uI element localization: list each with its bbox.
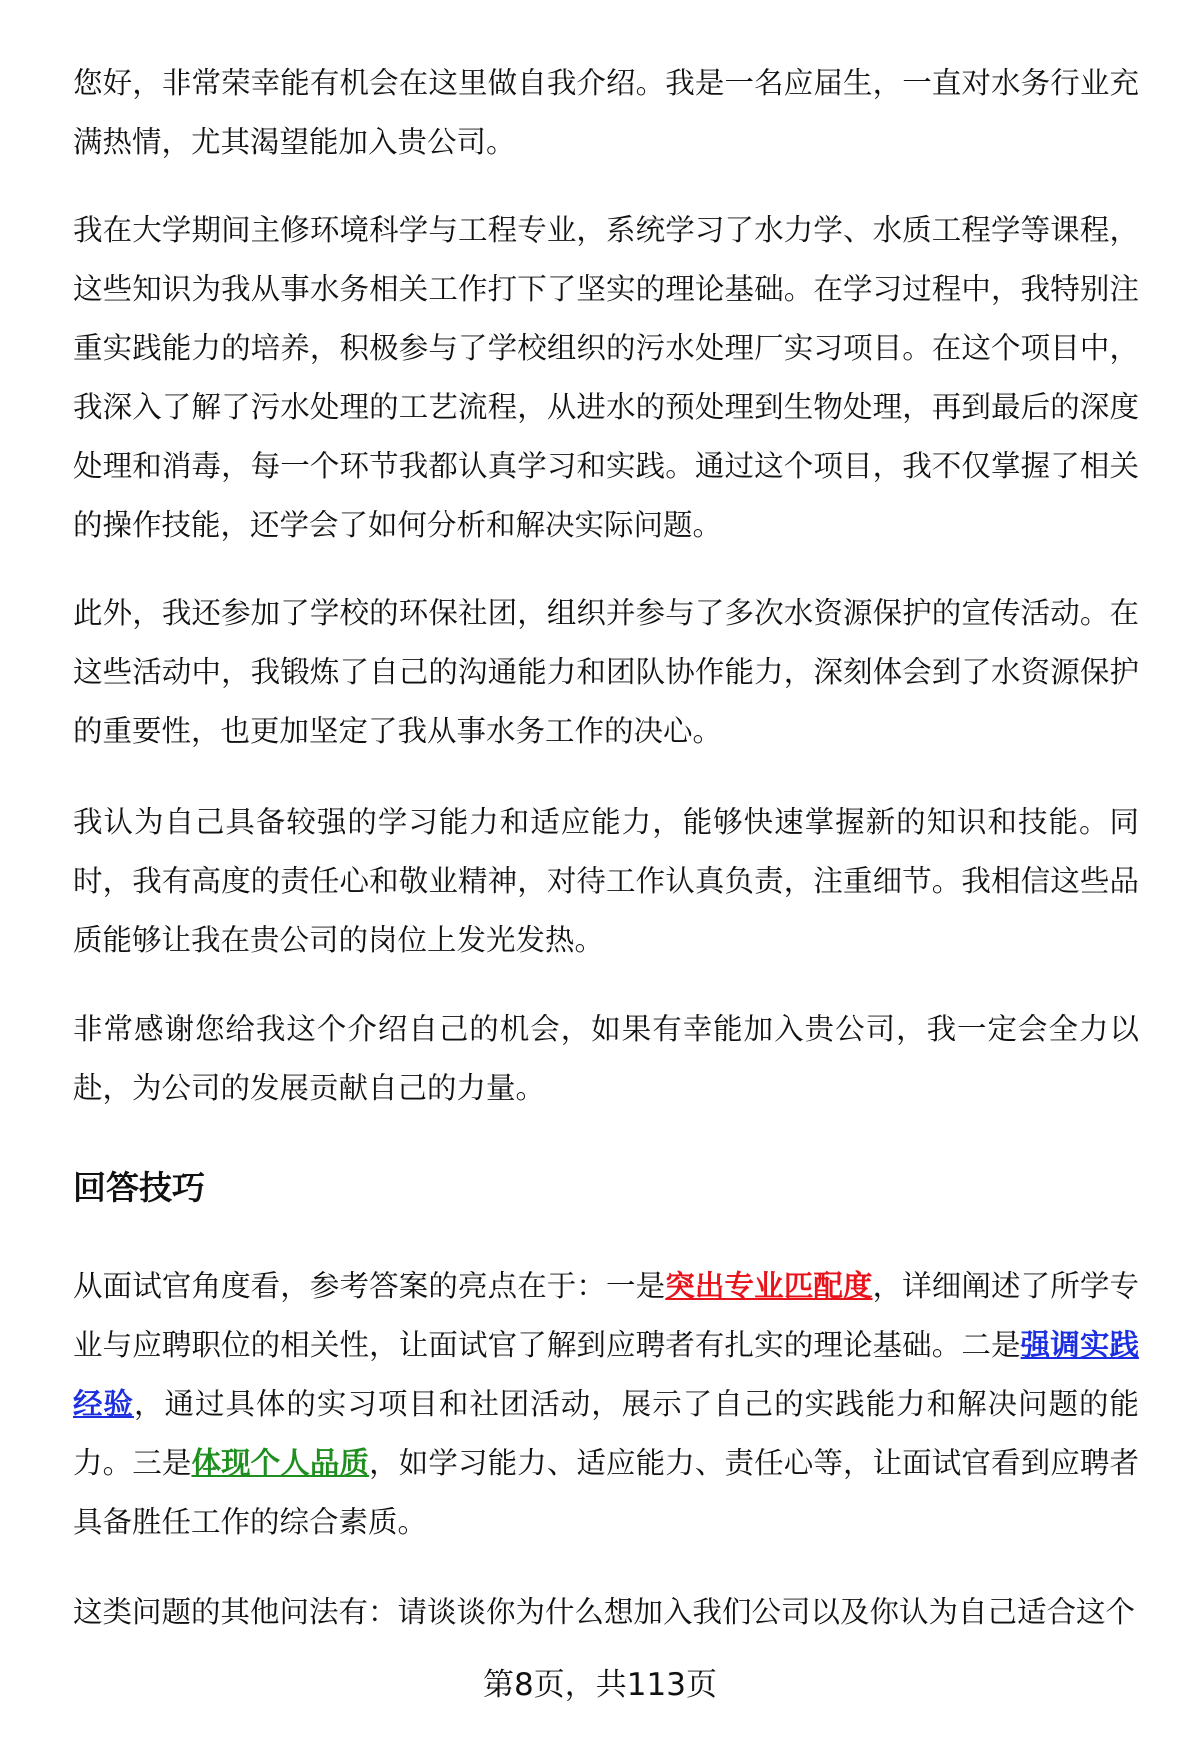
highlight-personal-quality: 体现个人品质 bbox=[191, 1446, 370, 1480]
tips-text: ，通过具体的实习项目和社团活动，展示了自己的实践能力和解决问题的能力。三是 bbox=[73, 1387, 1139, 1480]
tips-text: 从面试官角度看，参考答案的亮点在于：一是 bbox=[73, 1269, 666, 1303]
intro-paragraph-5: 非常感谢您给我这个介绍自己的机会，如果有幸能加入贵公司，我一定会全力以赴，为公司的发展贡献自己的力量。 bbox=[73, 1012, 1139, 1105]
tips-paragraph-1 bbox=[73, 1257, 1139, 1552]
intro-paragraph-4: 我认为自己具备较强的学习能力和适应能力，能够快速掌握新的知识和技能。同时，我有高度的责任心和敬业精神，对待工作认真负责，注重细节。我相信这些品质能够让我在贵公司的岗位上发光发热。 bbox=[73, 805, 1139, 957]
highlight-professional-match: 突出专业匹配度 bbox=[665, 1269, 873, 1303]
tips-text: ，如学习能力、适应能力、责任心等，让面试官看到应聘者具备胜任工作的综合素质。 bbox=[73, 1446, 1139, 1539]
tips-text: ，详细阐述了所学专业与应聘职位的相关性，让面试官了解到应聘者有扎实的理论基础。二是 bbox=[73, 1269, 1139, 1362]
page-number: 第8页，共113页 bbox=[483, 1667, 717, 1703]
highlight-practical-experience: 强调实践经验 bbox=[73, 1328, 1139, 1421]
intro-paragraph-3: 此外，我还参加了学校的环保社团，组织并参与了多次水资源保护的宣传活动。在这些活动中，我锻炼了自己的沟通能力和团队协作能力，深刻体会到了水资源保护的重要性，也更加坚定了我从事水务工作的决心。 bbox=[73, 596, 1139, 748]
intro-paragraph-2: 我在大学期间主修环境科学与工程专业，系统学习了水力学、水质工程学等课程，这些知识为我从事水务相关工作打下了坚实的理论基础。在学习过程中，我特别注重实践能力的培养，积极参与了学校组织的污水处理厂实习项目。在这个项目中，我深入了解了污水处理的工艺流程，从进水的预处理到生物处理，再到最后的深度处理和消毒，每一个环节我都认真学习和实践。通过这个项目，我不仅掌握了相关的操作技能，还学会了如何分析和解决实际问题。 bbox=[73, 213, 1139, 542]
tips-paragraph-2: 这类问题的其他问法有：请谈谈你为什么想加入我们公司以及你认为自己适合这个 bbox=[73, 1595, 1136, 1629]
intro-paragraph-1: 您好，非常荣幸能有机会在这里做自我介绍。我是一名应届生，一直对水务行业充满热情，尤其渴望能加入贵公司。 bbox=[73, 66, 1139, 159]
section-heading: 回答技巧 bbox=[73, 1168, 205, 1207]
